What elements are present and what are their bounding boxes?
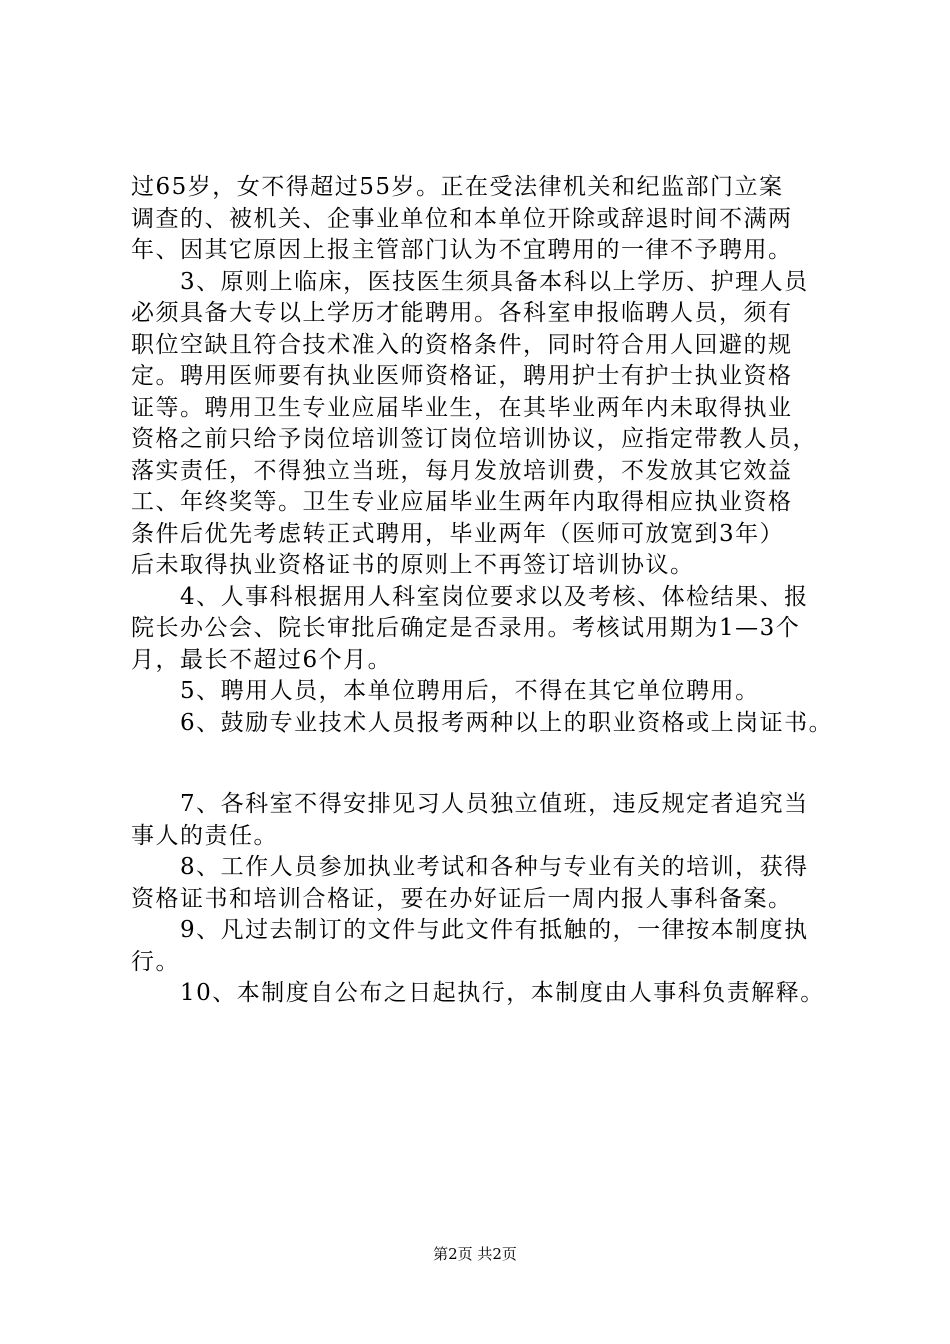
paragraph-gap — [131, 739, 831, 789]
text-line: 必须具备大专以上学历才能聘用。各科室申报临聘人员，须有 — [131, 300, 793, 326]
text-line: 9、凡过去制订的文件与此文件有抵触的，一律按本制度执 — [131, 917, 809, 943]
text-line: 事人的责任。 — [131, 822, 278, 849]
text-line: 5、聘用人员，本单位聘用后，不得在其它单位聘用。 — [131, 678, 760, 704]
text-line: 落实责任，不得独立当班，每月发放培训费，不发放其它效益 — [131, 457, 793, 484]
text-line: 4、人事科根据用人科室岗位要求以及考核、体检结果、报 — [131, 583, 809, 610]
text-line: 6、鼓励专业技术人员报考两种以上的职业资格或上岗证书。 — [131, 709, 834, 736]
text-line: 7、各科室不得安排见习人员独立值班，违反规定者追究当 — [131, 791, 809, 817]
text-line: 职位空缺且符合技术准入的资格条件，同时符合用人回避的规 — [131, 331, 793, 358]
text-line: 资格之前只给予岗位培训签订岗位培训协议，应指定带教人员， — [131, 426, 817, 452]
text-line: 证等。聘用卫生专业应届毕业生，在其毕业两年内未取得执业 — [131, 394, 793, 421]
text-line: 月，最长不超过6个月。 — [131, 646, 393, 673]
text-line: 工、年终奖等。卫生专业应届毕业生两年内取得相应执业资格 — [131, 489, 793, 515]
text-line: 行。 — [131, 948, 180, 975]
text-line: 8、工作人员参加执业考试和各种与专业有关的培训，获得 — [131, 854, 809, 880]
text-line: 条件后优先考虑转正式聘用，毕业两年（医师可放宽到3年） — [131, 520, 785, 547]
text-line: 10、本制度自公布之日起执行，本制度由人事科负责解释。 — [131, 980, 825, 1006]
text-line: 院长办公会、院长审批后确定是否录用。考核试用期为1—3个 — [131, 615, 801, 641]
text-line: 资格证书和培训合格证，要在办好证后一周内报人事科备案。 — [131, 885, 793, 912]
text-line: 后未取得执业资格证书的原则上不再签订培训协议。 — [131, 552, 695, 578]
text-line: 定。聘用医师要有执业医师资格证，聘用护士有护士执业资格 — [131, 363, 793, 389]
text-line: 过65岁，女不得超过55岁。正在受法律机关和纪监部门立案 — [131, 174, 784, 200]
text-line: 3、原则上临床，医技医生须具备本科以上学历、护理人员 — [131, 268, 809, 295]
document-body — [131, 172, 834, 1010]
text-line: 年、因其它原因上报主管部门认为不宜聘用的一律不予聘用。 — [131, 237, 793, 263]
text-line: 调查的、被机关、企事业单位和本单位开除或辞退时间不满两 — [131, 205, 793, 232]
page-number-footer: 第2页 共2页 — [433, 1245, 517, 1263]
